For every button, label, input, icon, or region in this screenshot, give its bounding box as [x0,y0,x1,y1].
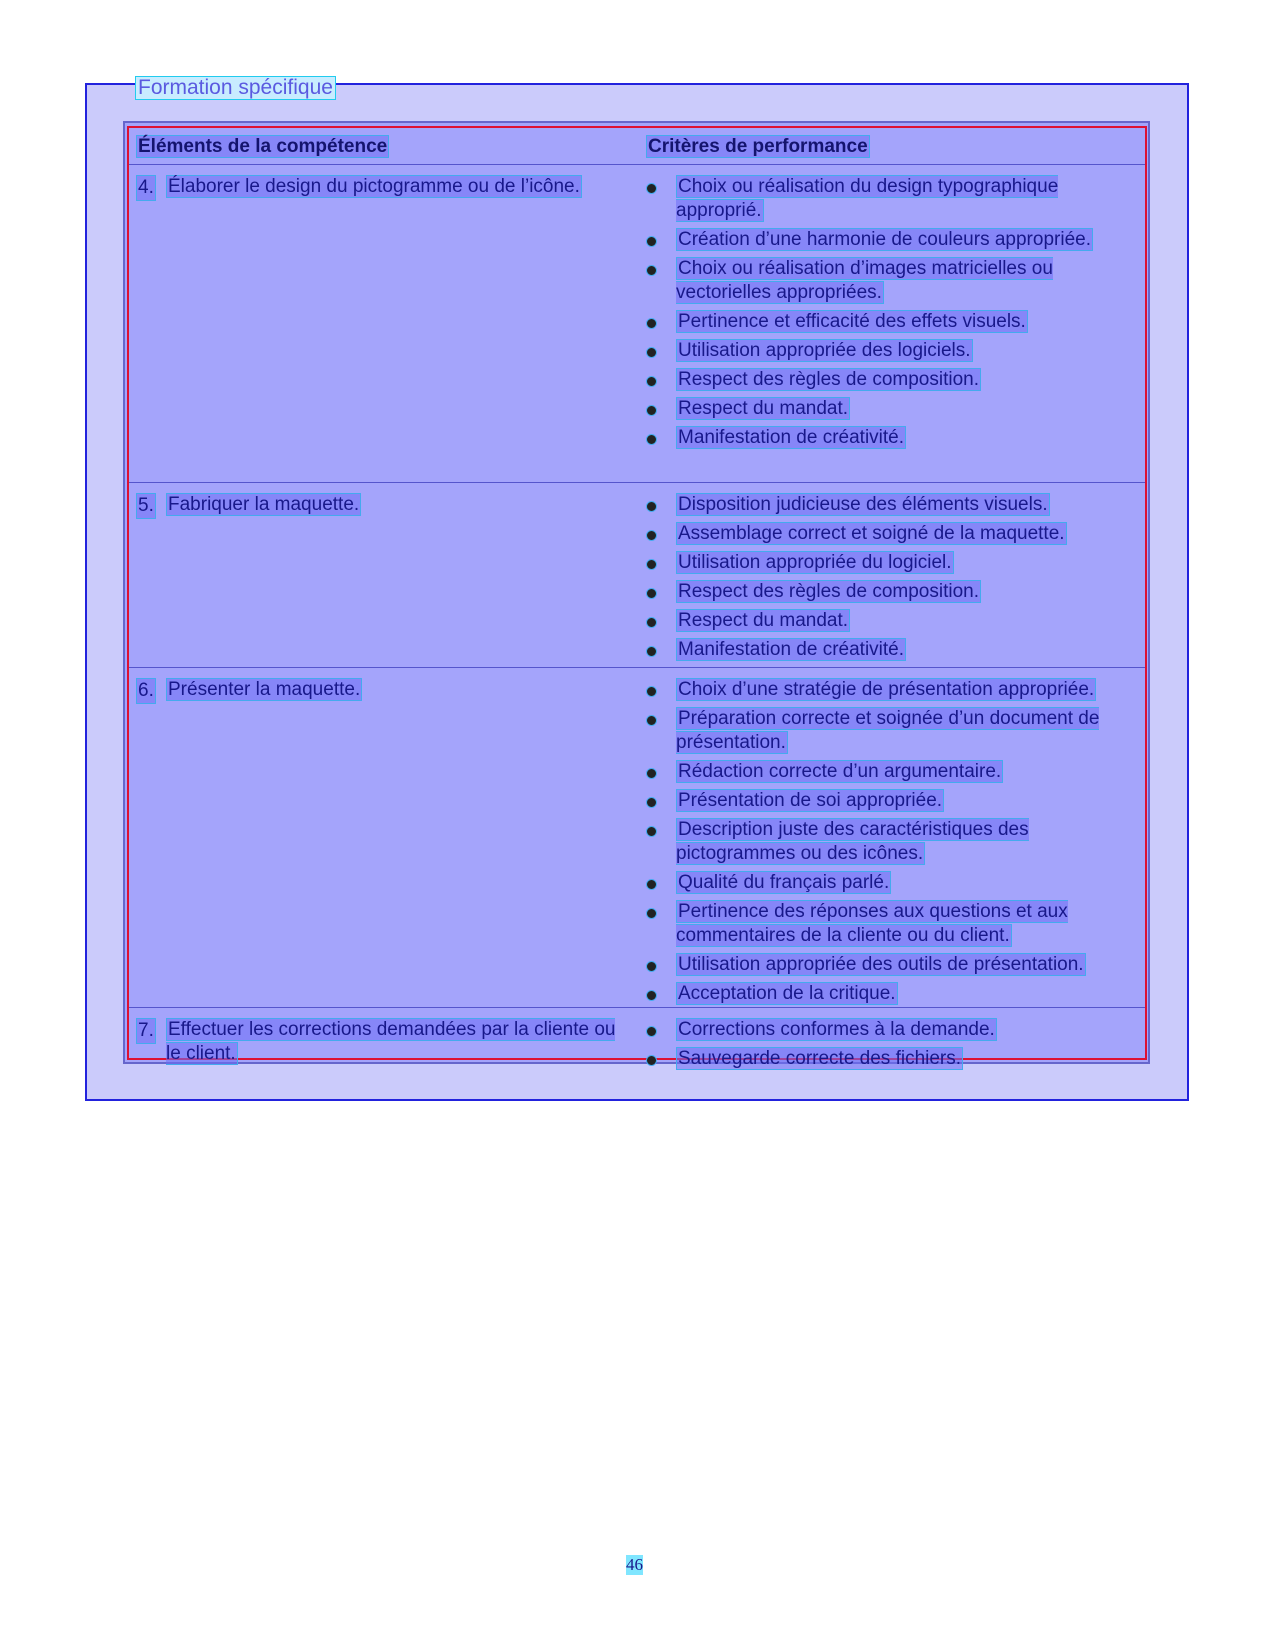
criteria-text: Qualité du français parlé. [678,872,890,893]
criteria-text: Assemblage correct et soigné de la maquette. [678,523,1065,544]
criteria-list [646,1018,1141,1071]
competence-element [136,175,620,199]
criteria-list [646,678,1141,1006]
page-number: 46 [626,1555,643,1574]
bullet-icon [646,530,657,541]
element-text: Fabriquer la maquette. [168,494,360,515]
criteria-item [646,257,1141,305]
criteria-text: Choix ou réalisation du design typographique approprié. [676,176,1059,221]
criteria-item [646,1018,1141,1042]
table-row [129,165,1145,483]
criteria-text: Respect du mandat. [678,398,849,419]
criteria-item [646,982,1141,1006]
table-header-row [129,128,1145,165]
bullet-icon [646,908,657,919]
table-row [129,668,1145,1008]
element-text: Élaborer le design du pictogramme ou de l’icône. [168,176,580,197]
criteria-list [646,175,1141,450]
element-text: Effectuer les corrections demandées par la cliente ou le client. [166,1019,616,1064]
criteria-item [646,493,1141,517]
bullet-icon [646,559,657,570]
criteria-item [646,638,1141,662]
performance-criteria [646,175,1141,455]
performance-criteria [646,1018,1141,1076]
criteria-item [646,818,1141,866]
criteria-text: Pertinence et efficacité des effets visuels. [678,311,1026,332]
section-title: Formation spécifique [135,76,336,100]
criteria-item [646,707,1141,755]
criteria-item [646,760,1141,784]
bullet-icon [646,376,657,387]
criteria-text: Manifestation de créativité. [678,427,905,448]
bullet-icon [646,990,657,1001]
criteria-text: Création d’une harmonie de couleurs appropriée. [678,229,1091,250]
criteria-text: Manifestation de créativité. [678,639,905,660]
element-number: 4. [136,175,156,201]
criteria-text: Choix ou réalisation d’images matricielles ou vectorielles appropriées. [676,258,1053,303]
bullet-icon [646,715,657,726]
criteria-item [646,426,1141,450]
bullet-icon [646,265,657,276]
criteria-list [646,493,1141,662]
element-number: 5. [136,493,156,519]
bullet-icon [646,826,657,837]
criteria-text: Description juste des caractéristiques des pictogrammes ou des icônes. [676,819,1029,864]
table-row [129,1008,1145,1069]
bullet-icon [646,434,657,445]
bullet-icon [646,646,657,657]
criteria-item [646,953,1141,977]
criteria-item [646,175,1141,223]
bullet-icon [646,588,657,599]
bullet-icon [646,686,657,697]
criteria-text: Respect du mandat. [678,610,849,631]
criteria-item [646,580,1141,604]
criteria-text: Utilisation appropriée des outils de présentation. [678,954,1084,975]
bullet-icon [646,1055,657,1066]
performance-criteria [646,493,1141,667]
criteria-item [646,789,1141,813]
criteria-text: Présentation de soi appropriée. [678,790,943,811]
competence-table [127,126,1147,1069]
criteria-text: Utilisation appropriée des logiciels. [678,340,971,361]
criteria-item [646,871,1141,895]
criteria-text: Préparation correcte et soignée d’un document de présentation. [676,708,1100,753]
competence-element [136,493,620,517]
performance-criteria [646,678,1141,1011]
bullet-icon [646,961,657,972]
criteria-text: Disposition judicieuse des éléments visuels. [678,494,1048,515]
criteria-item [646,339,1141,363]
criteria-item [646,678,1141,702]
bullet-icon [646,797,657,808]
bullet-icon [646,318,657,329]
criteria-item [646,368,1141,392]
bullet-icon [646,879,657,890]
criteria-text: Utilisation appropriée du logiciel. [678,552,952,573]
criteria-text: Choix d’une stratégie de présentation appropriée. [678,679,1095,700]
bullet-icon [646,1026,657,1037]
criteria-item [646,397,1141,421]
element-number: 7. [136,1018,156,1044]
competence-element [136,678,620,702]
element-text: Présenter la maquette. [168,679,361,700]
bullet-icon [646,405,657,416]
criteria-item [646,900,1141,948]
criteria-text: Rédaction correcte d’un argumentaire. [678,761,1002,782]
criteria-text: Corrections conformes à la demande. [678,1019,995,1040]
criteria-item [646,551,1141,575]
header-elements: Éléments de la compétence [138,136,388,157]
criteria-item [646,310,1141,334]
criteria-text: Respect des règles de composition. [678,581,979,602]
bullet-icon [646,768,657,779]
bullet-icon [646,236,657,247]
competence-element [136,1018,620,1066]
bullet-icon [646,617,657,628]
criteria-text: Sauvegarde correcte des fichiers. [678,1048,962,1069]
header-criteria: Critères de performance [648,136,868,157]
criteria-item [646,609,1141,633]
criteria-item [646,228,1141,252]
bullet-icon [646,347,657,358]
bullet-icon [646,183,657,194]
criteria-item [646,1047,1141,1071]
criteria-item [646,522,1141,546]
criteria-text: Respect des règles de composition. [678,369,979,390]
table-row [129,483,1145,668]
bullet-icon [646,501,657,512]
element-number: 6. [136,678,156,704]
criteria-text: Acceptation de la critique. [678,983,896,1004]
criteria-text: Pertinence des réponses aux questions et aux commentaires de la cliente ou du client. [676,901,1068,946]
